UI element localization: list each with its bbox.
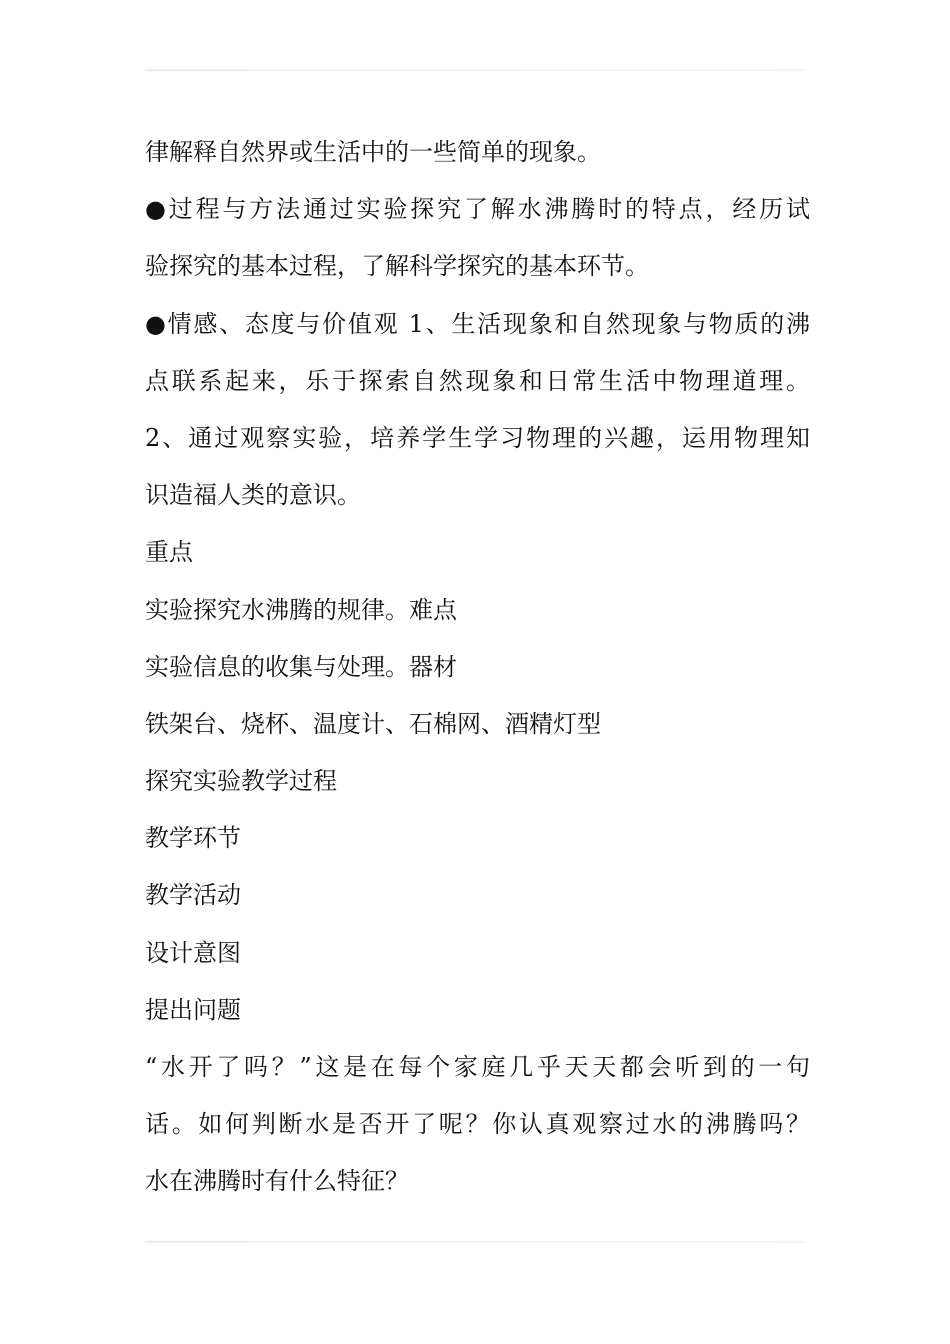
text-line: 话。如何判断水是否开了呢？你认真观察过水的沸腾吗？: [145, 1110, 810, 1139]
text-line: 水在沸腾时有什么特征？: [145, 1167, 409, 1196]
text-line: ●情感、态度与价值观 1、生活现象和自然现象与物质的沸: [145, 309, 810, 338]
section-heading: 教学活动: [145, 881, 241, 910]
text-line: 验探究的基本过程，了解科学探究的基本环节。: [145, 252, 649, 281]
text-line: “水开了吗？”这是在每个家庭几乎天天都会听到的一句: [145, 1053, 810, 1081]
footer-divider: [145, 1241, 805, 1243]
section-heading: 教学环节: [145, 824, 241, 853]
text-line: 铁架台、烧杯、温度计、石棉网、酒精灯型: [145, 709, 601, 738]
text-line: 实验探究水沸腾的规律。难点: [145, 595, 457, 624]
section-heading: 提出问题: [145, 995, 241, 1024]
section-heading: 重点: [145, 538, 193, 567]
document-body: [145, 130, 810, 1217]
text-line: 律解释自然界或生活中的一些简单的现象。: [145, 138, 601, 166]
text-line: 识造福人类的意识。: [145, 481, 361, 510]
text-line: 2、通过观察实验，培养学生学习物理的兴趣，运用物理知: [145, 423, 810, 452]
section-heading: 探究实验教学过程: [145, 767, 337, 796]
section-heading: 设计意图: [145, 938, 241, 967]
text-line: 实验信息的收集与处理。器材: [145, 652, 457, 681]
text-line: ●过程与方法通过实验探究了解水沸腾时的特点，经历试: [145, 195, 810, 224]
text-line: 点联系起来，乐于探索自然现象和日常生活中物理道理。: [145, 366, 810, 395]
header-divider: [145, 69, 805, 71]
